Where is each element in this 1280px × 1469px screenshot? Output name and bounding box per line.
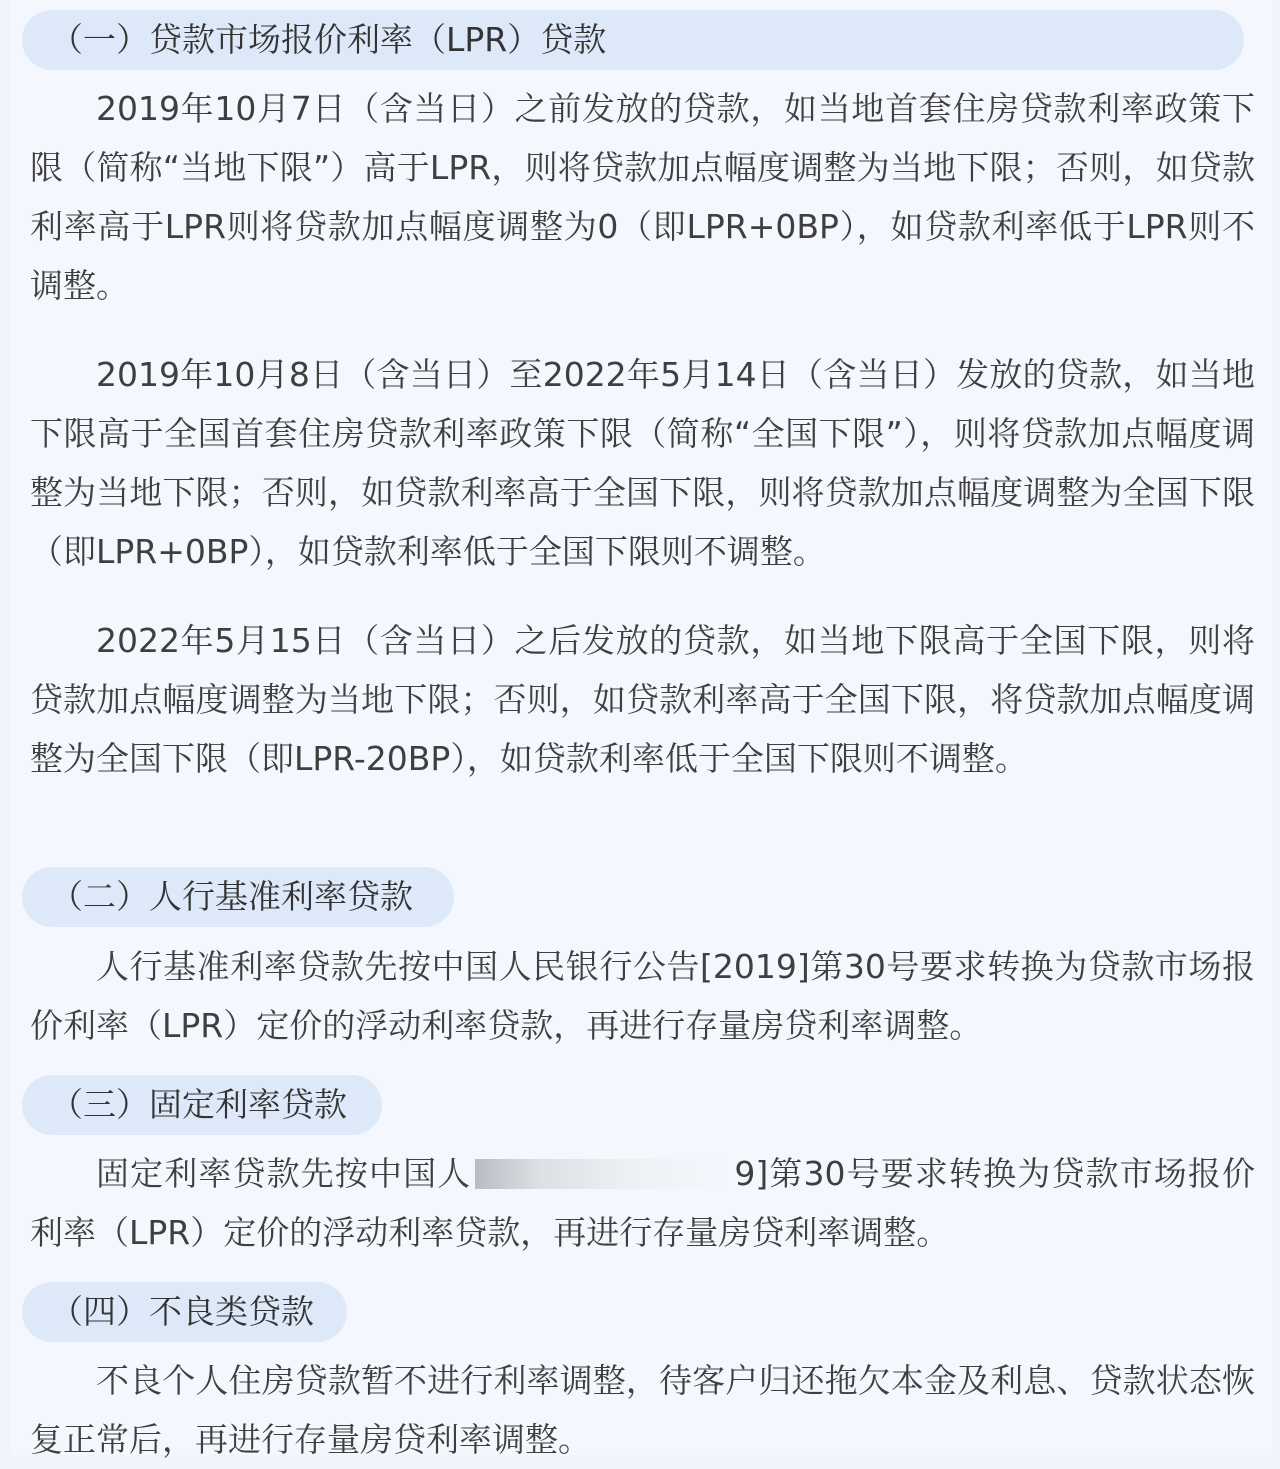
paragraph-non-performing: 不良个人住房贷款暂不进行利率调整，待客户归还拖欠本金及利息、贷款状态恢复正常后，再进行存量房贷利率调整。 <box>30 1361 1255 1459</box>
redacted-region <box>475 1159 730 1189</box>
fixed-rate-text-after-redaction: 9]第30号要求转换为贷款市场报价利率（LPR）定价的浮动利率贷款，再进行存量房贷利率调整。 <box>30 1154 1255 1252</box>
document-page <box>10 0 1272 1459</box>
fixed-rate-text-before-redaction: 固定利率贷款先按中国人 <box>96 1154 472 1193</box>
section-heading-non-performing: （四）不良类贷款 <box>22 1282 347 1342</box>
paragraph-lpr-2019-to-2022: 2019年10月8日（含当日）至2022年5月14日（含当日）发放的贷款，如当地下限高于全国首套住房贷款利率政策下限（简称“全国下限”），则将贷款加点幅度调整为当地下限；否则，如贷款利率高于全国下限，则将贷款加点幅度调整为全国下限（即LPR+0BP），如贷款利率低于全国下限则不调整。 <box>30 355 1255 571</box>
section-heading-benchmark-rate: （二）人行基准利率贷款 <box>22 867 454 927</box>
paragraph-benchmark-rate: 人行基准利率贷款先按中国人民银行公告[2019]第30号要求转换为贷款市场报价利率（LPR）定价的浮动利率贷款，再进行存量房贷利率调整。 <box>30 947 1255 1045</box>
paragraph-lpr-before-2019-10-07: 2019年10月7日（含当日）之前发放的贷款，如当地首套住房贷款利率政策下限（简称“当地下限”）高于LPR，则将贷款加点幅度调整为当地下限；否则，如贷款利率高于LPR则将贷款加点幅度调整为0（即LPR+0BP），如贷款利率低于LPR则不调整。 <box>30 89 1255 305</box>
section-heading-lpr: （一）贷款市场报价利率（LPR）贷款 <box>22 10 1244 70</box>
paragraph-fixed-rate <box>30 1144 1255 1262</box>
paragraph-lpr-after-2022-05-15: 2022年5月15日（含当日）之后发放的贷款，如当地下限高于全国下限，则将贷款加点幅度调整为当地下限；否则，如贷款利率高于全国下限，将贷款加点幅度调整为全国下限（即LPR-20BP），如贷款利率低于全国下限则不调整。 <box>30 621 1255 778</box>
section-heading-fixed-rate: （三）固定利率贷款 <box>22 1075 382 1135</box>
